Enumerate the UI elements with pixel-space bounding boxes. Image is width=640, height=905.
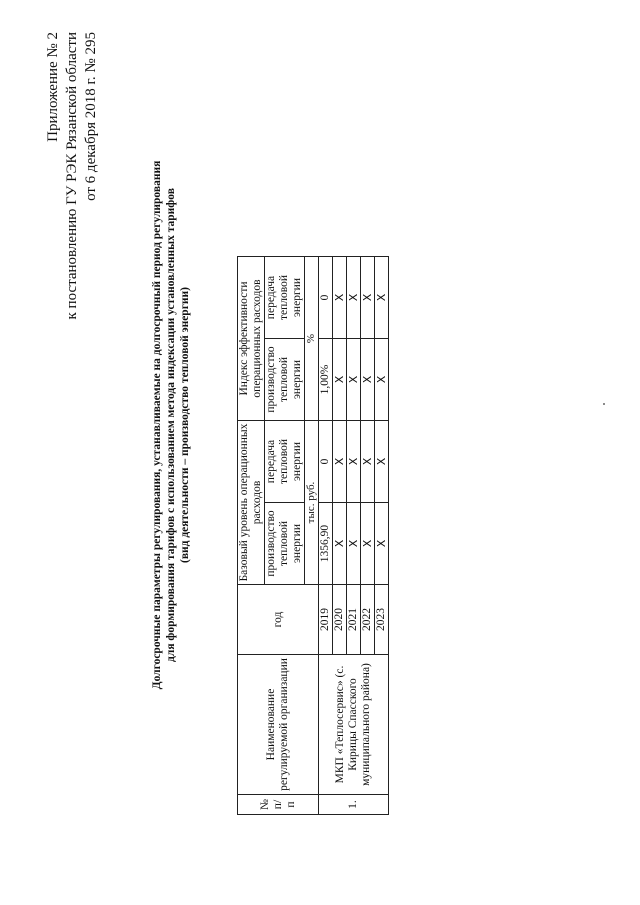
index-transmission-cell: 0 bbox=[319, 257, 333, 339]
year-cell: 2022 bbox=[361, 585, 375, 655]
index-production-cell: X bbox=[333, 339, 347, 421]
header-base-production: производство тепловой энергии bbox=[265, 503, 305, 585]
base-transmission-cell: X bbox=[375, 421, 389, 503]
year-cell: 2023 bbox=[375, 585, 389, 655]
year-cell: 2021 bbox=[347, 585, 361, 655]
appendix-reference bbox=[44, 32, 101, 532]
index-production-cell: X bbox=[347, 339, 361, 421]
base-production-cell: X bbox=[375, 503, 389, 585]
year-cell: 2019 bbox=[319, 585, 333, 655]
header-base-transmission: передача тепловой энергии bbox=[265, 421, 305, 503]
unit-index: % bbox=[305, 257, 319, 421]
base-production-cell: X bbox=[361, 503, 375, 585]
index-transmission-cell: X bbox=[375, 257, 389, 339]
index-production-cell: X bbox=[375, 339, 389, 421]
index-transmission-cell: X bbox=[347, 257, 361, 339]
unit-base: тыс. руб. bbox=[305, 421, 319, 585]
base-transmission-cell: X bbox=[347, 421, 361, 503]
base-production-cell: X bbox=[333, 503, 347, 585]
base-production-cell: X bbox=[347, 503, 361, 585]
index-transmission-cell: X bbox=[333, 257, 347, 339]
header-index-production: производство тепловой энергии bbox=[265, 339, 305, 421]
document-title bbox=[150, 115, 192, 735]
header-org-name: Наименование регулируемой организации bbox=[238, 655, 319, 795]
base-transmission-cell: X bbox=[333, 421, 347, 503]
base-production-cell: 1356,90 bbox=[319, 503, 333, 585]
org-number: 1. bbox=[319, 795, 389, 815]
header-index-transmission: передача тепловой энергии bbox=[265, 257, 305, 339]
year-cell: 2020 bbox=[333, 585, 347, 655]
appendix-resolution: к постановлению ГУ РЭК Рязанской области bbox=[64, 32, 80, 320]
header-row-1 bbox=[238, 257, 265, 815]
title-line-3: (вид деятельности – производство тепловой энергии) bbox=[179, 286, 191, 564]
header-efficiency-index: Индекс эффективности операционных расходов bbox=[238, 257, 265, 421]
header-base-level: Базовый уровень операционных расходов bbox=[238, 421, 265, 585]
appendix-date: от 6 декабря 2018 г. № 295 bbox=[83, 32, 99, 201]
header-no: № п/п bbox=[238, 795, 319, 815]
index-transmission-cell: X bbox=[361, 257, 375, 339]
regulation-parameters-table bbox=[237, 256, 389, 815]
index-production-cell: 1,00% bbox=[319, 339, 333, 421]
base-transmission-cell: X bbox=[361, 421, 375, 503]
org-name: МКП «Теплосервис» (с. Кирицы Спасского муниципального района) bbox=[319, 655, 389, 795]
title-line-2: для формирования тарифов с использованием метода индексации установленных тарифов bbox=[165, 188, 177, 662]
title-line-1: Долгосрочные параметры регулирования, устанавливаемые на долгосрочный период регулирования bbox=[151, 160, 163, 690]
scan-speck bbox=[603, 403, 605, 405]
header-year: год bbox=[238, 585, 319, 655]
index-production-cell: X bbox=[361, 339, 375, 421]
base-transmission-cell: 0 bbox=[319, 421, 333, 503]
appendix-number: Приложение № 2 bbox=[45, 32, 61, 142]
table-row bbox=[319, 257, 333, 815]
